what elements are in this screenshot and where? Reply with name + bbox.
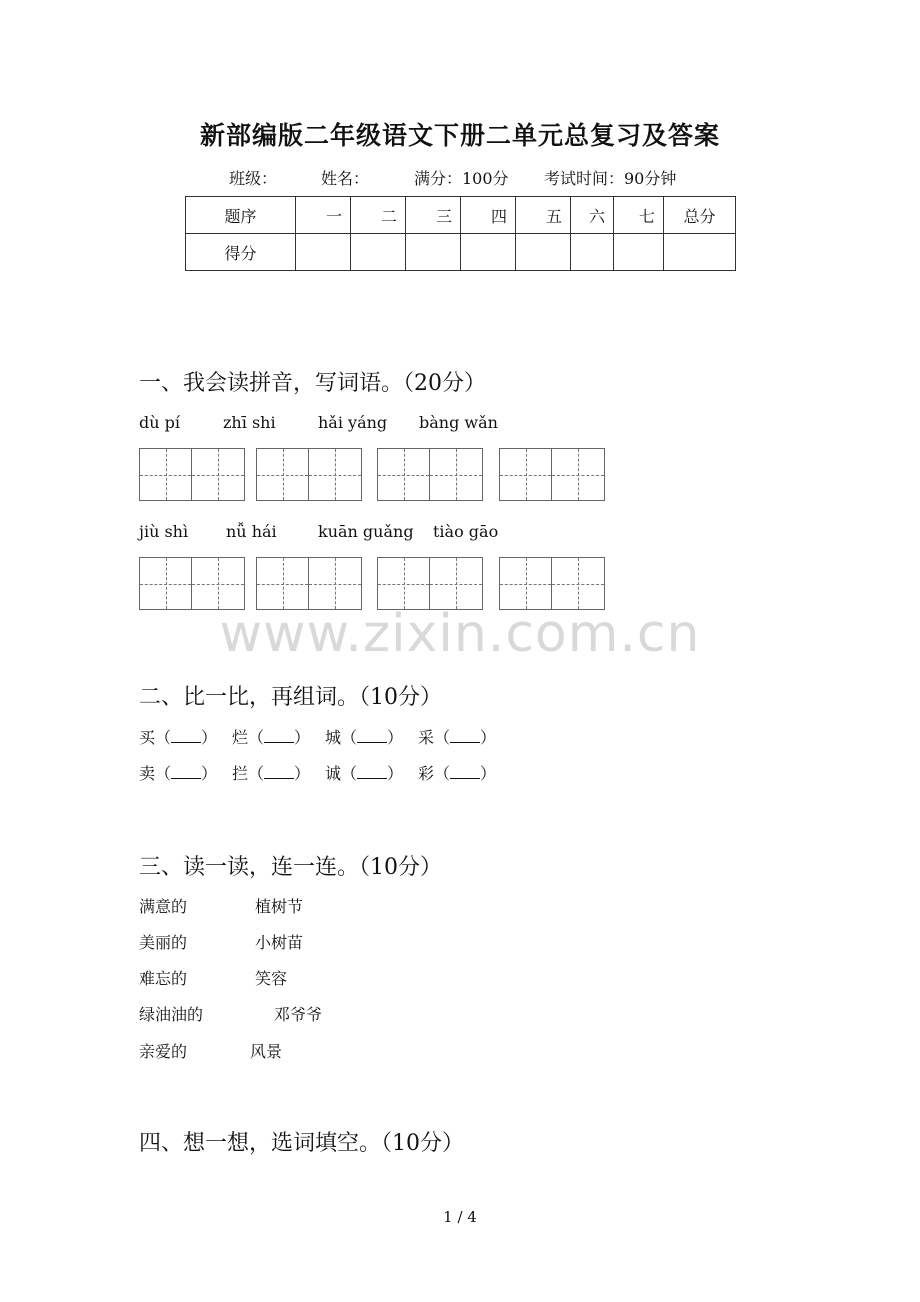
answer-blank[interactable] [171,764,201,779]
score-entry-cell[interactable] [614,234,664,271]
full-score-label: 满分：100分 [414,169,509,188]
writing-grid[interactable] [377,557,483,610]
pinyin: dù pí [139,413,180,432]
score-entry-cell[interactable] [406,234,461,271]
name-label: 姓名： [321,169,370,188]
score-table-score-row [186,234,736,271]
document-title: 新部编版二年级语文下册二单元总复习及答案 [199,121,720,150]
section-3-title: 三、读一读，连一连。（10分） [139,855,442,880]
match-right-item[interactable]: 小树苗 [255,933,304,952]
writing-grid[interactable] [256,557,362,610]
character: 拦 [232,764,249,783]
match-left-item[interactable]: 满意的 [139,897,188,916]
character: 买 [139,728,156,747]
table-cell: 一 [296,197,351,234]
pinyin: tiào gāo [433,522,499,541]
writing-grid[interactable] [139,448,245,501]
table-cell: 二 [351,197,406,234]
table-cell: 六 [571,197,614,234]
pinyin: nǚ hái [226,522,277,541]
table-cell: 三 [406,197,461,234]
match-left-item[interactable]: 亲爱的 [139,1042,188,1061]
writing-grid[interactable] [139,557,245,610]
page-number: 1 / 4 [443,1208,477,1226]
word-compare-item: 拦（ ） [232,764,311,783]
pinyin: hǎi yáng [318,413,388,432]
score-entry-cell[interactable] [296,234,351,271]
character: 彩 [418,764,435,783]
class-label: 班级： [229,169,278,188]
match-right-item[interactable]: 植树节 [255,897,304,916]
writing-grid[interactable] [499,557,605,610]
score-table-header-row [186,197,736,234]
match-right-item[interactable]: 邓爷爷 [274,1005,323,1024]
exam-time-label: 考试时间：90分钟 [544,169,677,188]
word-compare-item: 彩（ ） [418,764,497,783]
writing-grid[interactable] [499,448,605,501]
table-cell: 总分 [664,197,736,234]
pinyin: kuān guǎng [318,522,414,541]
watermark: www.zixin.com.cn [219,604,701,664]
answer-blank[interactable] [357,764,387,779]
section-2-title: 二、比一比，再组词。（10分） [139,685,442,710]
table-cell: 七 [614,197,664,234]
score-entry-cell[interactable] [351,234,406,271]
word-compare-item: 烂（ ） [232,728,311,747]
match-left-item[interactable]: 绿油油的 [139,1005,204,1024]
word-compare-item: 采（ ） [418,728,497,747]
word-compare-item: 城（ ） [325,728,404,747]
word-compare-item: 诚（ ） [325,764,404,783]
character: 采 [418,728,435,747]
answer-blank[interactable] [357,728,387,743]
table-cell: 题序 [186,197,296,234]
score-entry-cell[interactable] [516,234,571,271]
section-4-title: 四、想一想，选词填空。（10分） [139,1131,464,1156]
table-cell: 得分 [186,234,296,271]
section-1-title: 一、我会读拼音，写词语。（20分） [139,371,486,396]
character: 诚 [325,764,342,783]
score-entry-cell[interactable] [664,234,736,271]
answer-blank[interactable] [264,764,294,779]
table-cell: 五 [516,197,571,234]
table-cell: 四 [461,197,516,234]
answer-blank[interactable] [450,764,480,779]
match-right-item[interactable]: 笑容 [255,969,288,988]
pinyin: bàng wǎn [419,413,498,432]
character: 城 [325,728,342,747]
writing-grid[interactable] [256,448,362,501]
score-table [185,196,736,271]
word-compare-item: 卖（ ） [139,764,218,783]
writing-grid[interactable] [377,448,483,501]
score-entry-cell[interactable] [461,234,516,271]
answer-blank[interactable] [171,728,201,743]
character: 卖 [139,764,156,783]
score-entry-cell[interactable] [571,234,614,271]
match-right-item[interactable]: 风景 [250,1042,283,1061]
pinyin: zhī shi [223,413,276,432]
match-left-item[interactable]: 难忘的 [139,969,188,988]
match-left-item[interactable]: 美丽的 [139,933,188,952]
answer-blank[interactable] [450,728,480,743]
character: 烂 [232,728,249,747]
pinyin: jiù shì [139,522,189,541]
word-compare-item: 买（ ） [139,728,218,747]
answer-blank[interactable] [264,728,294,743]
